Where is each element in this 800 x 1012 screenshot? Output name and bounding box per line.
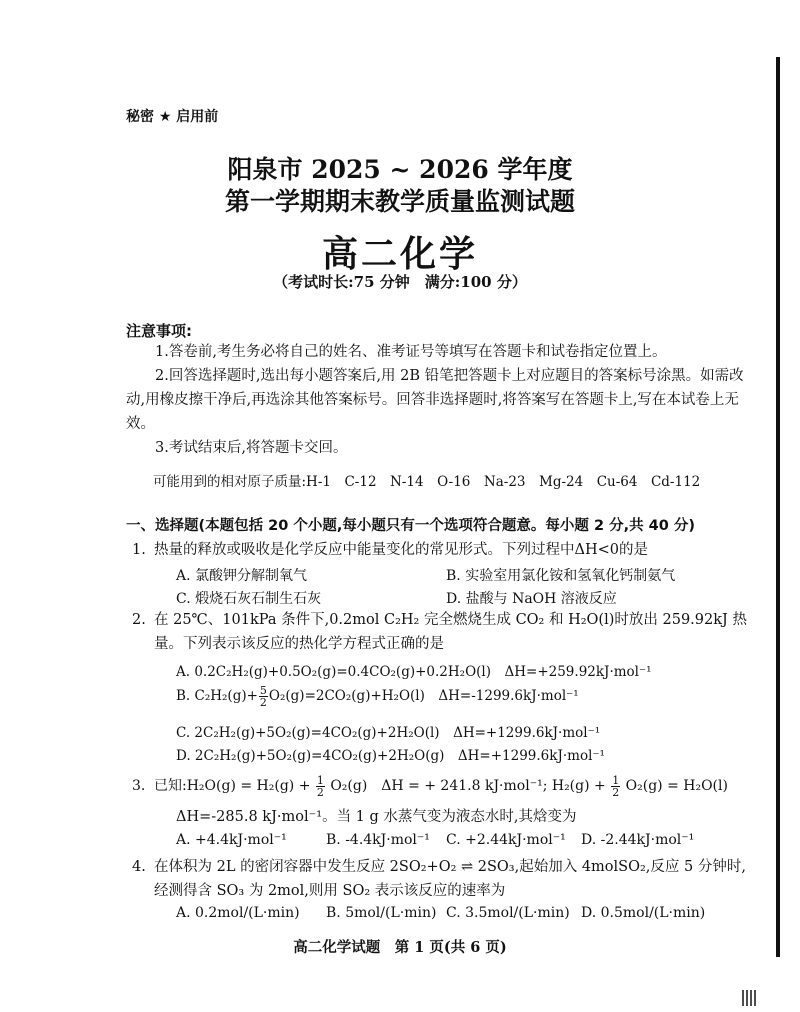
question-4 [132, 855, 754, 903]
option-a: A. 0.2C₂H₂(g)+0.5O₂(g)=0.4CO₂(g)+0.2H₂O(l) ΔH=+259.92kJ·mol⁻¹ [176, 664, 652, 680]
question-stem-part1: 已知:H₂O(g) = H₂(g) + [154, 778, 311, 794]
question-number: 1. [132, 542, 146, 558]
option-a: A. 0.2mol/(L·min) [176, 905, 300, 921]
option-b-end: O₂(g)=2CO₂(g)+H₂O(l) ΔH=-1299.6kJ·mol⁻¹ [268, 688, 579, 704]
notice-heading: 注意事项: [126, 322, 192, 340]
fraction [316, 775, 325, 798]
section-heading: 一、选择题(本题包括 20 个小题,每小题只有一个选项符合题意。每小题 2 分,共 40 分) [126, 518, 696, 534]
option-b [176, 684, 579, 708]
question-stem: 在 25℃、101kPa 条件下,0.2mol C₂H₂ 完全燃烧生成 CO₂ 和 H₂O(l)时放出 259.92kJ 热量。下列表示该反应的热化学方程式正确的是 [154, 612, 747, 652]
question-number: 3. [132, 778, 146, 794]
notice-item-3: 3.考试结束后,将答题卡交回。 [155, 440, 348, 456]
option-c: C. 煅烧石灰石制生石灰 [176, 591, 322, 607]
option-c: C. 2C₂H₂(g)+5O₂(g)=4CO₂(g)+2H₂O(l) ΔH=+1299.6kJ·mol⁻¹ [176, 725, 601, 741]
option-a: A. +4.4kJ·mol⁻¹ [176, 832, 287, 848]
subject-title: 高二化学 [321, 233, 478, 275]
option-d: D. 0.5mol/(L·min) [581, 905, 706, 921]
confidential-mark: 秘密 ★ 启用前 [126, 109, 219, 125]
option-d: D. 盐酸与 NaOH 溶液反应 [446, 591, 617, 607]
option-b: B. -4.4kJ·mol⁻¹ [326, 832, 430, 848]
fraction-numerator: 1 [316, 773, 324, 787]
notice-item-2: 2.回答选择题时,选出每小题答案后,用 2B 铅笔把答题卡上对应题目的答案标号涂黑。如需改动,用橡皮擦干净后,再选涂其他答案标号。回答非选择题时,将答案写在答题卡上,写在本试卷上无效。 [126, 368, 744, 432]
fraction-numerator: 1 [612, 773, 620, 787]
question-stem-part2: O₂(g) ΔH = + 241.8 kJ·mol⁻¹; H₂(g) + [330, 778, 606, 794]
option-d: D. -2.44kJ·mol⁻¹ [581, 832, 695, 848]
option-a: A. 氯酸钾分解制氧气 [176, 568, 308, 584]
fraction-denominator: 2 [316, 785, 324, 799]
question-2 [132, 608, 754, 656]
question-stem: 热量的释放或吸收是化学反应中能量变化的常见形式。下列过程中ΔH<0的是 [154, 542, 648, 558]
question-1 [132, 538, 754, 562]
question-stem: 在体积为 2L 的密闭容器中发生反应 2SO₂+O₂ ⇌ 2SO₃,起始加入 4molSO₂,反应 5 分钟时,经测得含 SO₃ 为 2mol,则用 SO₂ 表示该反应的速率为 [154, 859, 746, 899]
question-number: 2. [132, 612, 146, 628]
fraction-denominator: 2 [612, 785, 620, 799]
atomic-masses: 可能用到的相对原子质量:H-1 C-12 N-14 O-16 Na-23 Mg-24 Cu-64 Cd-112 [153, 474, 701, 490]
notice-item-1: 1.答卷前,考生务必将自己的姓名、准考证号等填写在答题卡和试卷指定位置上。 [155, 344, 667, 360]
option-b-start: B. C₂H₂(g)+ [176, 688, 258, 704]
exam-title-line1: 阳泉市 2025 ~ 2026 学年度 [227, 155, 573, 184]
question-3-line2: ΔH=-285.8 kJ·mol⁻¹。当 1 g 水蒸气变为液态水时,其焓变为 [176, 809, 577, 825]
page-footer: 高二化学试题 第 1 页(共 6 页) [293, 939, 507, 956]
fraction-numerator: 5 [259, 684, 267, 697]
fraction-denominator: 2 [259, 696, 267, 709]
option-c: C. 3.5mol/(L·min) [446, 905, 570, 921]
exam-duration-score: （考试时长:75 分钟 满分:100 分） [273, 273, 527, 291]
exam-title-line2: 第一学期期末教学质量监测试题 [224, 187, 575, 216]
fraction [259, 685, 268, 708]
question-stem-part3: O₂(g) = H₂O(l) [625, 778, 728, 794]
option-b: B. 5mol/(L·min) [326, 905, 437, 921]
question-number: 4. [132, 859, 146, 875]
qr-code-icon [742, 990, 758, 1006]
question-3 [132, 773, 754, 799]
fraction [611, 775, 620, 798]
option-d: D. 2C₂H₂(g)+5O₂(g)=4CO₂(g)+2H₂O(g) ΔH=+1299.6kJ·mol⁻¹ [176, 748, 605, 764]
option-b: B. 实验室用氯化铵和氢氧化钙制氨气 [446, 568, 676, 584]
option-c: C. +2.44kJ·mol⁻¹ [446, 832, 566, 848]
